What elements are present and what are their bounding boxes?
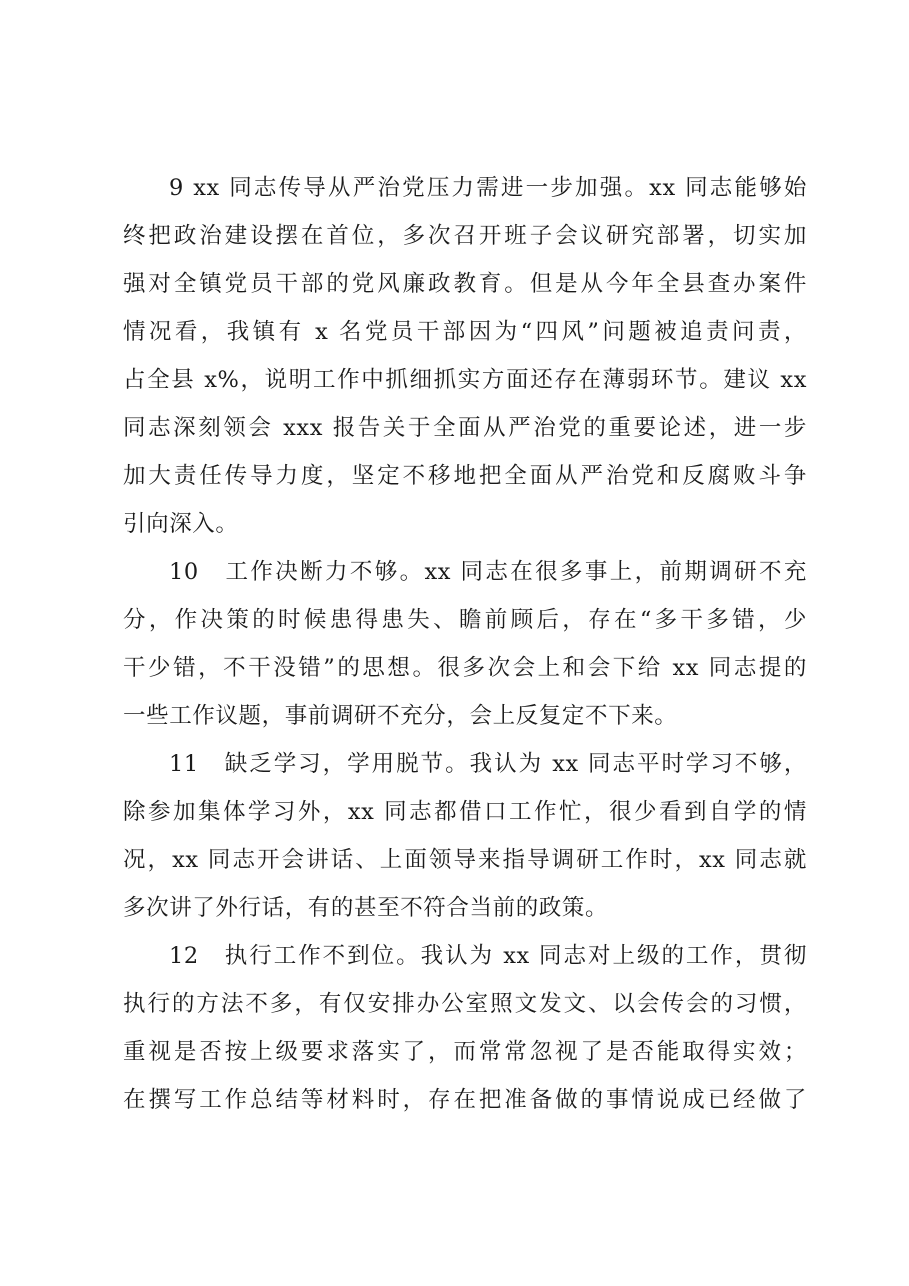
paragraph-12-line-4: 在撰写工作总结等材料时，存在把准备做的事情说成已经做了 — [123, 1087, 807, 1113]
paragraph-10-line-2: 分，作决策的时候患得患失、瞻前顾后，存在“多干多错，少 — [123, 607, 807, 633]
paragraph-9-line-5: 占全县 x%，说明工作中抓细抓实方面还存在薄弱环节。建议 xx — [123, 367, 807, 393]
paragraph-10-line-3: 干少错，不干没错”的思想。很多次会上和会下给 xx 同志提的 — [123, 655, 807, 681]
paragraph-9-line-2: 终把政治建设摆在首位，多次召开班子会议研究部署，切实加 — [123, 223, 807, 249]
paragraph-9-line-3: 强对全镇党员干部的党风廉政教育。但是从今年全县查办案件 — [123, 271, 807, 297]
paragraph-10-line-1: 10 工作决断力不够。xx 同志在很多事上，前期调研不充 — [169, 559, 807, 585]
paragraph-9-line-6: 同志深刻领会 xxx 报告关于全面从严治党的重要论述，进一步 — [123, 415, 807, 441]
paragraph-11-line-1: 11 缺乏学习，学用脱节。我认为 xx 同志平时学习不够， — [169, 751, 807, 777]
paragraph-9-line-8: 引向深入。 — [123, 511, 239, 537]
paragraph-12-line-3: 重视是否按上级要求落实了，而常常忽视了是否能取得实效； — [123, 1039, 807, 1065]
paragraph-11-line-2: 除参加集体学习外，xx 同志都借口工作忙，很少看到自学的情 — [123, 799, 807, 825]
document-body — [123, 164, 807, 1124]
paragraph-12-line-2: 执行的方法不多，有仅安排办公室照文发文、以会传会的习惯， — [123, 991, 807, 1017]
paragraph-9-line-7: 加大责任传导力度，坚定不移地把全面从严治党和反腐败斗争 — [123, 463, 807, 489]
paragraph-9-line-4: 情况看，我镇有 x 名党员干部因为“四风”问题被追责问责， — [123, 319, 807, 345]
paragraph-10-line-4: 一些工作议题，事前调研不充分，会上反复定不下来。 — [123, 703, 678, 729]
paragraph-11-line-4: 多次讲了外行话，有的甚至不符合当前的政策。 — [123, 895, 609, 921]
paragraph-9-line-1: 9 xx 同志传导从严治党压力需进一步加强。xx 同志能够始 — [169, 175, 807, 201]
paragraph-12-line-1: 12 执行工作不到位。我认为 xx 同志对上级的工作，贯彻 — [169, 943, 807, 969]
paragraph-11-line-3: 况，xx 同志开会讲话、上面领导来指导调研工作时，xx 同志就 — [123, 847, 807, 873]
